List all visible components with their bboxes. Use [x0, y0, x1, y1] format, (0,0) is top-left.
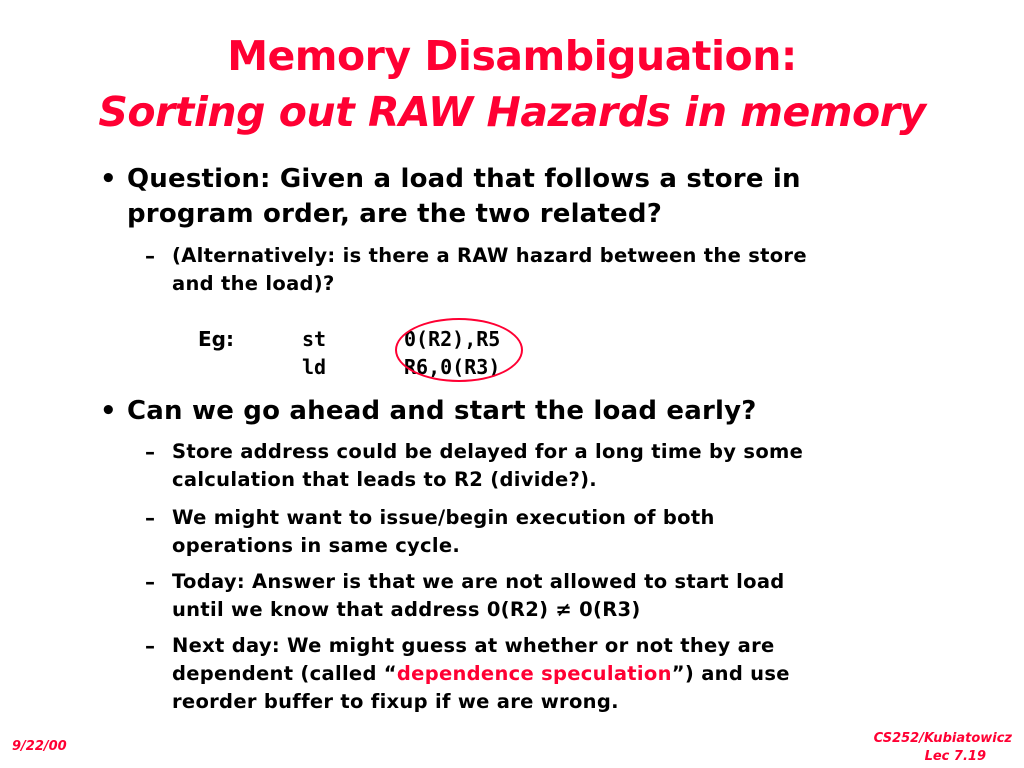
sub-bullet-marker: –: [145, 244, 155, 268]
dependence-speculation-term: dependence speculation: [396, 662, 672, 685]
example-args-2: R6,0(R3): [404, 355, 501, 379]
sub-bullet-1-1-line-2: and the load)?: [172, 272, 335, 295]
example-label: Eg:: [198, 327, 234, 351]
sub-bullet-marker: –: [145, 570, 155, 594]
slide-title-line1: Memory Disambiguation:: [227, 32, 797, 80]
sub-bullet-2-1-line-1: Store address could be delayed for a long time by some: [172, 440, 804, 463]
sub-bullet-2-4-line-1: Next day: We might guess at whether or not they are: [172, 634, 775, 657]
bullet-marker: •: [100, 396, 117, 426]
sub-bullet-2-4-line-2: [172, 660, 790, 688]
sub-bullet-2-4-text-a: dependent (called “: [172, 662, 397, 685]
footer-date: 9/22/00: [12, 739, 67, 754]
sub-bullet-marker: –: [145, 634, 155, 658]
sub-bullet-2-4-line-3: reorder buffer to fixup if we are wrong.: [172, 690, 619, 713]
bullet-1-line-2: program order, are the two related?: [127, 199, 662, 229]
highlight-oval: [395, 318, 523, 382]
bullet-marker: •: [100, 164, 117, 194]
sub-bullet-2-3-line-2: until we know that address 0(R2) ≠ 0(R3): [172, 598, 641, 621]
slide-title-line2: Sorting out RAW Hazards in memory: [98, 88, 926, 136]
sub-bullet-1-1-line-1: (Alternatively: is there a RAW hazard between the store: [172, 244, 807, 267]
sub-bullet-2-2-line-2: operations in same cycle.: [172, 534, 461, 557]
example-args-1: 0(R2),R5: [404, 327, 501, 351]
sub-bullet-marker: –: [145, 440, 155, 464]
sub-bullet-2-4-text-b: ”) and use: [671, 662, 790, 685]
bullet-1-line-1: Question: Given a load that follows a store in: [127, 164, 801, 194]
footer-lecture: Lec 7.19: [924, 749, 986, 764]
example-op-2: ld: [302, 355, 327, 379]
sub-bullet-marker: –: [145, 506, 155, 530]
bullet-2-line-1: Can we go ahead and start the load early?: [127, 396, 757, 426]
example-op-1: st: [302, 327, 327, 351]
footer-course: CS252/Kubiatowicz: [873, 731, 1012, 746]
sub-bullet-2-1-line-2: calculation that leads to R2 (divide?).: [172, 468, 597, 491]
sub-bullet-2-3-line-1: Today: Answer is that we are not allowed to start load: [172, 570, 785, 593]
sub-bullet-2-2-line-1: We might want to issue/begin execution of both: [172, 506, 715, 529]
